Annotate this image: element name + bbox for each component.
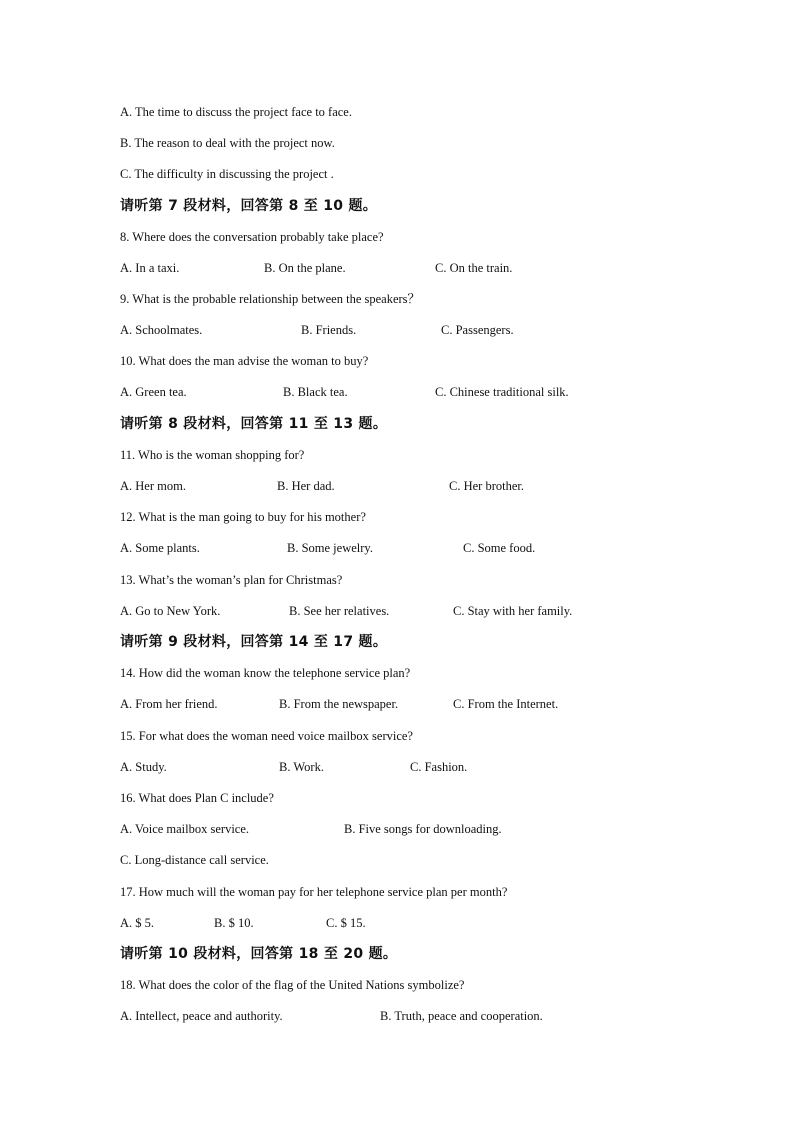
option-row [120,821,720,837]
option-a: A. Voice mailbox service. [120,822,250,836]
option-row [120,603,720,619]
question-text: 18. What does the color of the flag of the United Nations symbolize? [120,978,465,992]
option-b: B. Five songs for downloading. [344,822,502,836]
section-heading: 请听第 9 段材料，回答第 14 至 17 题。 [120,634,388,650]
option-b: B. See her relatives. [289,604,390,618]
question-text: 15. For what does the woman need voice mailbox service? [120,729,413,743]
option-b: B. $ 10. [214,916,254,930]
option-a: A. Schoolmates. [120,323,203,337]
option-row [120,322,720,338]
question-text: 11. Who is the woman shopping for? [120,448,305,462]
option-c: C. Passengers. [441,323,514,337]
option-row [120,540,720,556]
question-text: 16. What does Plan C include? [120,791,274,805]
option-b: B. Black tea. [283,385,348,399]
option-c: C. Fashion. [410,760,468,774]
option-row [120,384,720,400]
option-row [120,759,720,775]
option-c: C. Stay with her family. [453,604,573,618]
option-row [120,1008,720,1024]
section-heading: 请听第 8 段材料，回答第 11 至 13 题。 [120,416,388,432]
option-a: A. Go to New York. [120,604,221,618]
option-row [120,696,720,712]
question-text: 17. How much will the woman pay for her telephone service plan per month? [120,885,508,899]
option-b: B. On the plane. [264,261,346,275]
option-line: A. The time to discuss the project face to face. [120,105,352,119]
question-text: 14. How did the woman know the telephone service plan? [120,666,411,680]
option-c: C. From the Internet. [453,697,559,711]
option-b: B. Her dad. [277,479,335,493]
option-c: C. $ 15. [326,916,366,930]
option-line: C. Long-distance call service. [120,853,269,867]
option-b: B. Truth, peace and cooperation. [380,1009,543,1023]
option-a: A. Study. [120,760,167,774]
question-text: 13. What’s the woman’s plan for Christmas? [120,573,343,587]
option-a: A. From her friend. [120,697,218,711]
option-b: B. Work. [279,760,324,774]
option-b: B. Friends. [301,323,357,337]
option-a: A. In a taxi. [120,261,180,275]
section-heading: 请听第 7 段材料，回答第 8 至 10 题。 [120,198,378,214]
option-c: C. On the train. [435,261,513,275]
option-c: C. Her brother. [449,479,524,493]
option-a: A. Intellect, peace and authority. [120,1009,283,1023]
option-b: B. Some jewelry. [287,541,373,555]
option-b: B. From the newspaper. [279,697,399,711]
option-row [120,915,720,931]
option-a: A. Green tea. [120,385,187,399]
question-text: 12. What is the man going to buy for his mother? [120,510,366,524]
option-line: B. The reason to deal with the project now. [120,136,335,150]
option-a: A. Her mom. [120,479,186,493]
question-text: 9. What is the probable relationship between the speakers？ [120,292,421,306]
option-line: C. The difficulty in discussing the project . [120,167,334,181]
question-text: 8. Where does the conversation probably take place? [120,230,384,244]
option-a: A. $ 5. [120,916,155,930]
option-row [120,260,720,276]
option-a: A. Some plants. [120,541,200,555]
option-c: C. Some food. [463,541,536,555]
option-c: C. Chinese traditional silk. [435,385,569,399]
question-text: 10. What does the man advise the woman to buy? [120,354,369,368]
option-row [120,478,720,494]
section-heading: 请听第 10 段材料，回答第 18 至 20 题。 [120,946,398,962]
